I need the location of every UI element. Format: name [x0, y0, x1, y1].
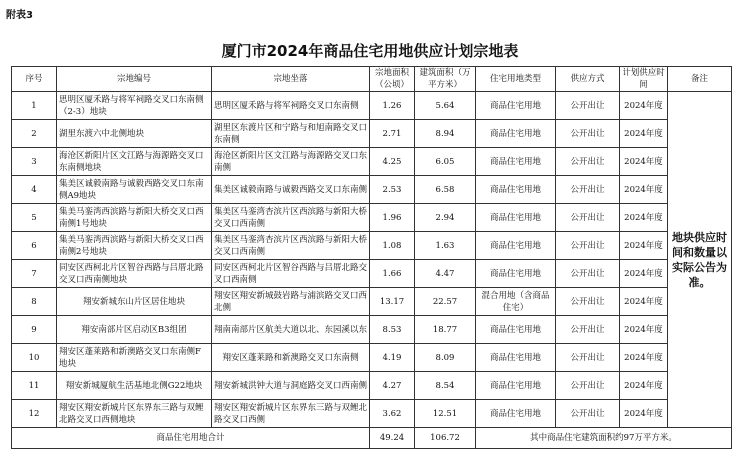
- cell-supply-method: 公开出让: [556, 316, 620, 344]
- cell-floor-area: 2.94: [415, 204, 476, 232]
- cell-index: 1: [12, 92, 57, 120]
- cell-land-area: 2.71: [370, 120, 415, 148]
- cell-floor-area: 8.09: [415, 344, 476, 372]
- remarks-cell: 地块供应时间和数量以实际公告为准。: [668, 92, 732, 428]
- cell-parcel-id: 翔安区蓬莱路和新澳路交叉口东南侧F地块: [57, 344, 212, 372]
- cell-index: 9: [12, 316, 57, 344]
- cell-parcel-id: 翔安区翔安新城片区东界东三路与双鲤北路交叉口西侧地块: [57, 400, 212, 428]
- cell-floor-area: 8.94: [415, 120, 476, 148]
- cell-land-area: 4.25: [370, 148, 415, 176]
- table-header-row: [12, 67, 732, 92]
- cell-floor-area: 6.58: [415, 176, 476, 204]
- table-row: [12, 344, 732, 372]
- cell-parcel-id: 翔安新城东山片区居住地块: [57, 288, 212, 316]
- total-floor-area: 106.72: [415, 428, 476, 449]
- cell-land-area: 1.96: [370, 204, 415, 232]
- cell-land-area: 1.26: [370, 92, 415, 120]
- cell-supply-method: 公开出让: [556, 176, 620, 204]
- header-location: 宗地坐落: [212, 67, 370, 92]
- cell-supply-method: 公开出让: [556, 120, 620, 148]
- cell-supply-method: 公开出让: [556, 372, 620, 400]
- header-land-type: 住宅用地类型: [476, 67, 556, 92]
- header-supply-time: 计划供应时间: [620, 67, 668, 92]
- cell-supply-method: 公开出让: [556, 400, 620, 428]
- table-row: [12, 372, 732, 400]
- cell-supply-time: 2024年度: [620, 288, 668, 316]
- header-floor-area: 建筑面积（万平方米）: [415, 67, 476, 92]
- total-row: [12, 428, 732, 449]
- cell-land-area: 13.17: [370, 288, 415, 316]
- cell-land-area: 8.53: [370, 316, 415, 344]
- cell-supply-time: 2024年度: [620, 92, 668, 120]
- cell-land-type: 商品住宅用地: [476, 148, 556, 176]
- cell-supply-time: 2024年度: [620, 204, 668, 232]
- cell-index: 3: [12, 148, 57, 176]
- table-row: [12, 400, 732, 428]
- cell-land-area: 4.19: [370, 344, 415, 372]
- cell-parcel-id: 思明区厦禾路与将军祠路交叉口东南侧（2-3）地块: [57, 92, 212, 120]
- cell-parcel-id: 同安区西柯北片区智谷西路与吕厝北路交叉口西南侧地块: [57, 260, 212, 288]
- table-row: [12, 176, 732, 204]
- total-label: 商品住宅用地合计: [12, 428, 370, 449]
- cell-land-type: 商品住宅用地: [476, 400, 556, 428]
- table-row: [12, 316, 732, 344]
- header-remarks: 备注: [668, 67, 732, 92]
- cell-supply-time: 2024年度: [620, 120, 668, 148]
- cell-location: 翔安新城洪钟大道与洞庭路交叉口西南侧: [212, 372, 370, 400]
- cell-location: 翔安区翔安新城鼓岩路与浦滨路交叉口西北侧: [212, 288, 370, 316]
- page-title: 厦门市2024年商品住宅用地供应计划宗地表: [221, 42, 519, 60]
- cell-land-area: 4.27: [370, 372, 415, 400]
- cell-supply-time: 2024年度: [620, 372, 668, 400]
- cell-floor-area: 8.54: [415, 372, 476, 400]
- cell-location: 集美区马銮湾杏滨片区西滨路与新阳大桥交叉口西南侧: [212, 204, 370, 232]
- cell-floor-area: 5.64: [415, 92, 476, 120]
- cell-land-type: 商品住宅用地: [476, 232, 556, 260]
- total-land-area: 49.24: [370, 428, 415, 449]
- table-row: [12, 92, 732, 120]
- cell-location: 湖里区东渡片区和宁路与和旭南路交叉口东南侧: [212, 120, 370, 148]
- header-supply-method: 供应方式: [556, 67, 620, 92]
- attachment-label: 附表3: [6, 10, 33, 21]
- cell-parcel-id: 海沧区新阳片区文江路与海源路交叉口东南侧地块: [57, 148, 212, 176]
- cell-land-type: 商品住宅用地: [476, 120, 556, 148]
- cell-supply-time: 2024年度: [620, 344, 668, 372]
- cell-supply-method: 公开出让: [556, 260, 620, 288]
- cell-floor-area: 1.63: [415, 232, 476, 260]
- cell-land-area: 2.53: [370, 176, 415, 204]
- cell-index: 5: [12, 204, 57, 232]
- cell-land-type: 商品住宅用地: [476, 260, 556, 288]
- total-note: 其中商品住宅建筑面积约97万平方米。: [476, 428, 732, 449]
- cell-index: 6: [12, 232, 57, 260]
- cell-supply-method: 公开出让: [556, 204, 620, 232]
- table-row: [12, 288, 732, 316]
- table-row: [12, 148, 732, 176]
- cell-location: 海沧区新阳片区文江路与海源路交叉口东南侧: [212, 148, 370, 176]
- cell-supply-method: 公开出让: [556, 148, 620, 176]
- cell-land-type: 商品住宅用地: [476, 176, 556, 204]
- cell-land-type: 商品住宅用地: [476, 372, 556, 400]
- cell-supply-time: 2024年度: [620, 176, 668, 204]
- cell-index: 7: [12, 260, 57, 288]
- cell-floor-area: 22.57: [415, 288, 476, 316]
- cell-floor-area: 4.47: [415, 260, 476, 288]
- table-row: [12, 204, 732, 232]
- cell-parcel-id: 集美马銮湾西滨路与新阳大桥交叉口西南侧2号地块: [57, 232, 212, 260]
- table-row: [12, 232, 732, 260]
- land-supply-table: [11, 66, 732, 449]
- cell-supply-time: 2024年度: [620, 260, 668, 288]
- cell-supply-method: 公开出让: [556, 288, 620, 316]
- cell-land-area: 1.08: [370, 232, 415, 260]
- cell-index: 10: [12, 344, 57, 372]
- cell-land-area: 3.62: [370, 400, 415, 428]
- table-row: [12, 120, 732, 148]
- cell-parcel-id: 翔安南部片区启动区B3组团: [57, 316, 212, 344]
- cell-land-type: 商品住宅用地: [476, 316, 556, 344]
- cell-location: 同安区西柯北片区智谷西路与吕厝北路交叉口西南侧: [212, 260, 370, 288]
- cell-index: 12: [12, 400, 57, 428]
- cell-location: 集美区马銮湾杏滨片区西滨路与新阳大桥交叉口西南侧: [212, 232, 370, 260]
- cell-supply-method: 公开出让: [556, 344, 620, 372]
- cell-floor-area: 12.51: [415, 400, 476, 428]
- cell-supply-method: 公开出让: [556, 232, 620, 260]
- cell-supply-time: 2024年度: [620, 316, 668, 344]
- cell-index: 4: [12, 176, 57, 204]
- cell-supply-time: 2024年度: [620, 400, 668, 428]
- cell-parcel-id: 翔安新城厦航生活基地北侧G22地块: [57, 372, 212, 400]
- cell-parcel-id: 集美马銮湾西滨路与新阳大桥交叉口西南侧1号地块: [57, 204, 212, 232]
- cell-location: 翔安区蓬莱路和新澳路交叉口东南侧: [212, 344, 370, 372]
- cell-parcel-id: 集美区诚毅南路与诚毅西路交叉口东南侧A9地块: [57, 176, 212, 204]
- cell-supply-method: 公开出让: [556, 92, 620, 120]
- table-row: [12, 260, 732, 288]
- cell-index: 11: [12, 372, 57, 400]
- cell-index: 2: [12, 120, 57, 148]
- cell-location: 翔南南部片区航美大道以北、东园溪以东: [212, 316, 370, 344]
- header-land-area: 宗地面积（公顷）: [370, 67, 415, 92]
- cell-floor-area: 6.05: [415, 148, 476, 176]
- cell-land-type: 商品住宅用地: [476, 344, 556, 372]
- cell-land-type: 混合用地（含商品住宅）: [476, 288, 556, 316]
- header-index: 序号: [12, 67, 57, 92]
- header-parcel-id: 宗地编号: [57, 67, 212, 92]
- cell-supply-time: 2024年度: [620, 148, 668, 176]
- cell-supply-time: 2024年度: [620, 232, 668, 260]
- cell-index: 8: [12, 288, 57, 316]
- cell-land-area: 1.66: [370, 260, 415, 288]
- cell-location: 思明区厦禾路与将军祠路交叉口东南侧: [212, 92, 370, 120]
- cell-land-type: 商品住宅用地: [476, 92, 556, 120]
- cell-land-type: 商品住宅用地: [476, 204, 556, 232]
- cell-location: 集美区诚毅南路与诚毅西路交叉口东南侧: [212, 176, 370, 204]
- cell-location: 翔安区翔安新城片区东界东三路与双鲤北路交叉口西侧: [212, 400, 370, 428]
- cell-parcel-id: 湖里东渡六中北侧地块: [57, 120, 212, 148]
- cell-floor-area: 18.77: [415, 316, 476, 344]
